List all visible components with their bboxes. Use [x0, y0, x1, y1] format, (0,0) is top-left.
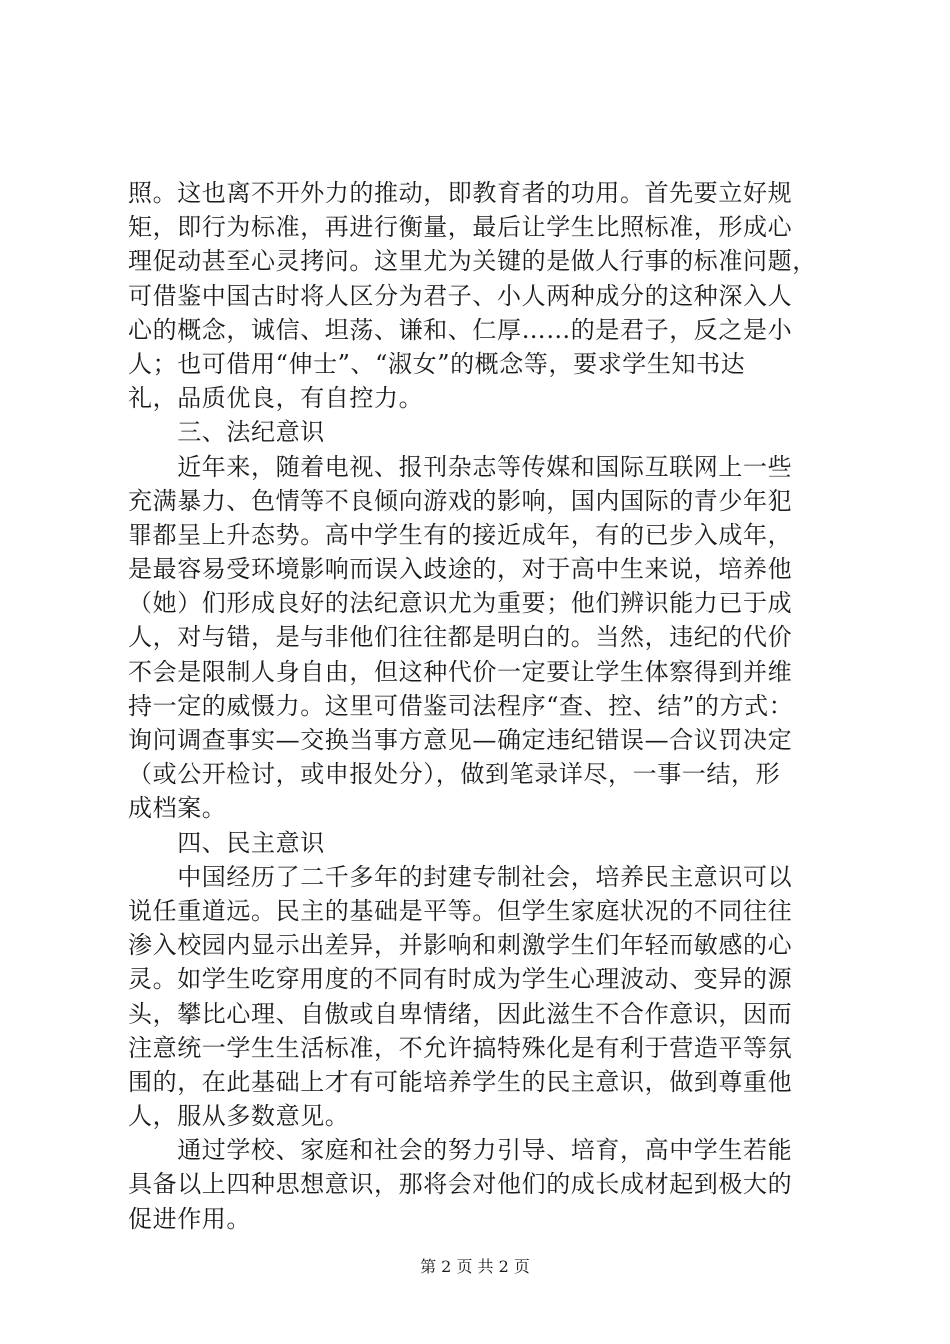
document-body — [128, 176, 824, 1236]
page-number: 第 2 页 共 2 页 — [420, 1257, 530, 1276]
text-line: 渗入校园内显示出差异，并影响和刺激学生们年轻而敏感的心 — [128, 931, 793, 960]
text-line: 围的，在此基础上才有可能培养学生的民主意识，做到尊重他 — [128, 1067, 793, 1096]
text-line: 罪都呈上升态势。高中学生有的接近成年，有的已步入成年， — [128, 520, 793, 549]
text-line: 矩，即行为标准，再进行衡量，最后让学生比照标准，形成心 — [128, 213, 793, 242]
text-line: 礼，品质优良，有自控力。 — [128, 384, 424, 413]
text-line: 注意统一学生生活标准，不允许搞特殊化是有利于营造平等氛 — [128, 1033, 793, 1062]
text-line: （或公开检讨，或申报处分），做到笔录详尽，一事一结，形 — [128, 760, 781, 789]
text-line: 理促动甚至心灵拷问。这里尤为关键的是做人行事的标准问题， — [128, 247, 817, 276]
text-line: 头，攀比心理、自傲或自卑情绪，因此滋生不合作意识，因而 — [128, 999, 793, 1028]
text-line: 灵。如学生吃穿用度的不同有时成为学生心理波动、变异的源 — [128, 965, 793, 994]
text-line: 人，服从多数意见。 — [128, 1102, 350, 1131]
section-heading: 四、民主意识 — [128, 828, 325, 857]
text-line: 说任重道远。民主的基础是平等。但学生家庭状况的不同往往 — [128, 896, 793, 925]
text-line: 充满暴力、色情等不良倾向游戏的影响，国内国际的青少年犯 — [128, 486, 793, 515]
text-line: 照。这也离不开外力的推动，即教育者的功用。首先要立好规 — [128, 179, 793, 207]
text-line: 询问调查事实—交换当事方意见—确定违纪错误—合议罚决定 — [128, 726, 793, 754]
text-line: 近年来，随着电视、报刊杂志等传媒和国际互联网上一些 — [128, 452, 793, 481]
text-line: 中国经历了二千多年的封建专制社会，培养民主意识可以 — [128, 862, 793, 891]
text-line: 通过学校、家庭和社会的努力引导、培育，高中学生若能 — [128, 1136, 793, 1165]
text-line: 促进作用。 — [128, 1204, 251, 1233]
text-line: 人；也可借用“伸士”、“淑女”的概念等，要求学生知书达 — [128, 349, 746, 378]
text-line: 可借鉴中国古时将人区分为君子、小人两种成分的这种深入人 — [128, 281, 793, 310]
text-line: 具备以上四种思想意识，那将会对他们的成长成材起到极大的 — [128, 1170, 793, 1199]
text-line: （她）们形成良好的法纪意识尤为重要；他们辨识能力已于成 — [128, 589, 793, 618]
text-line: 是最容易受环境影响而误入歧途的，对于高中生来说，培养他 — [128, 555, 793, 584]
text-line: 人，对与错，是与非他们往往都是明白的。当然，违纪的代价 — [128, 623, 793, 652]
text-line: 成档案。 — [128, 794, 227, 823]
text-line: 不会是限制人身自由，但这种代价一定要让学生体察得到并维 — [128, 657, 793, 686]
text-line: 持一定的威慑力。这里可借鉴司法程序“查、控、结”的方式： — [128, 691, 794, 720]
section-heading: 三、法纪意识 — [128, 418, 325, 447]
text-line: 心的概念，诚信、坦荡、谦和、仁厚……的是君子，反之是小 — [128, 315, 793, 344]
page-footer — [0, 1254, 950, 1277]
